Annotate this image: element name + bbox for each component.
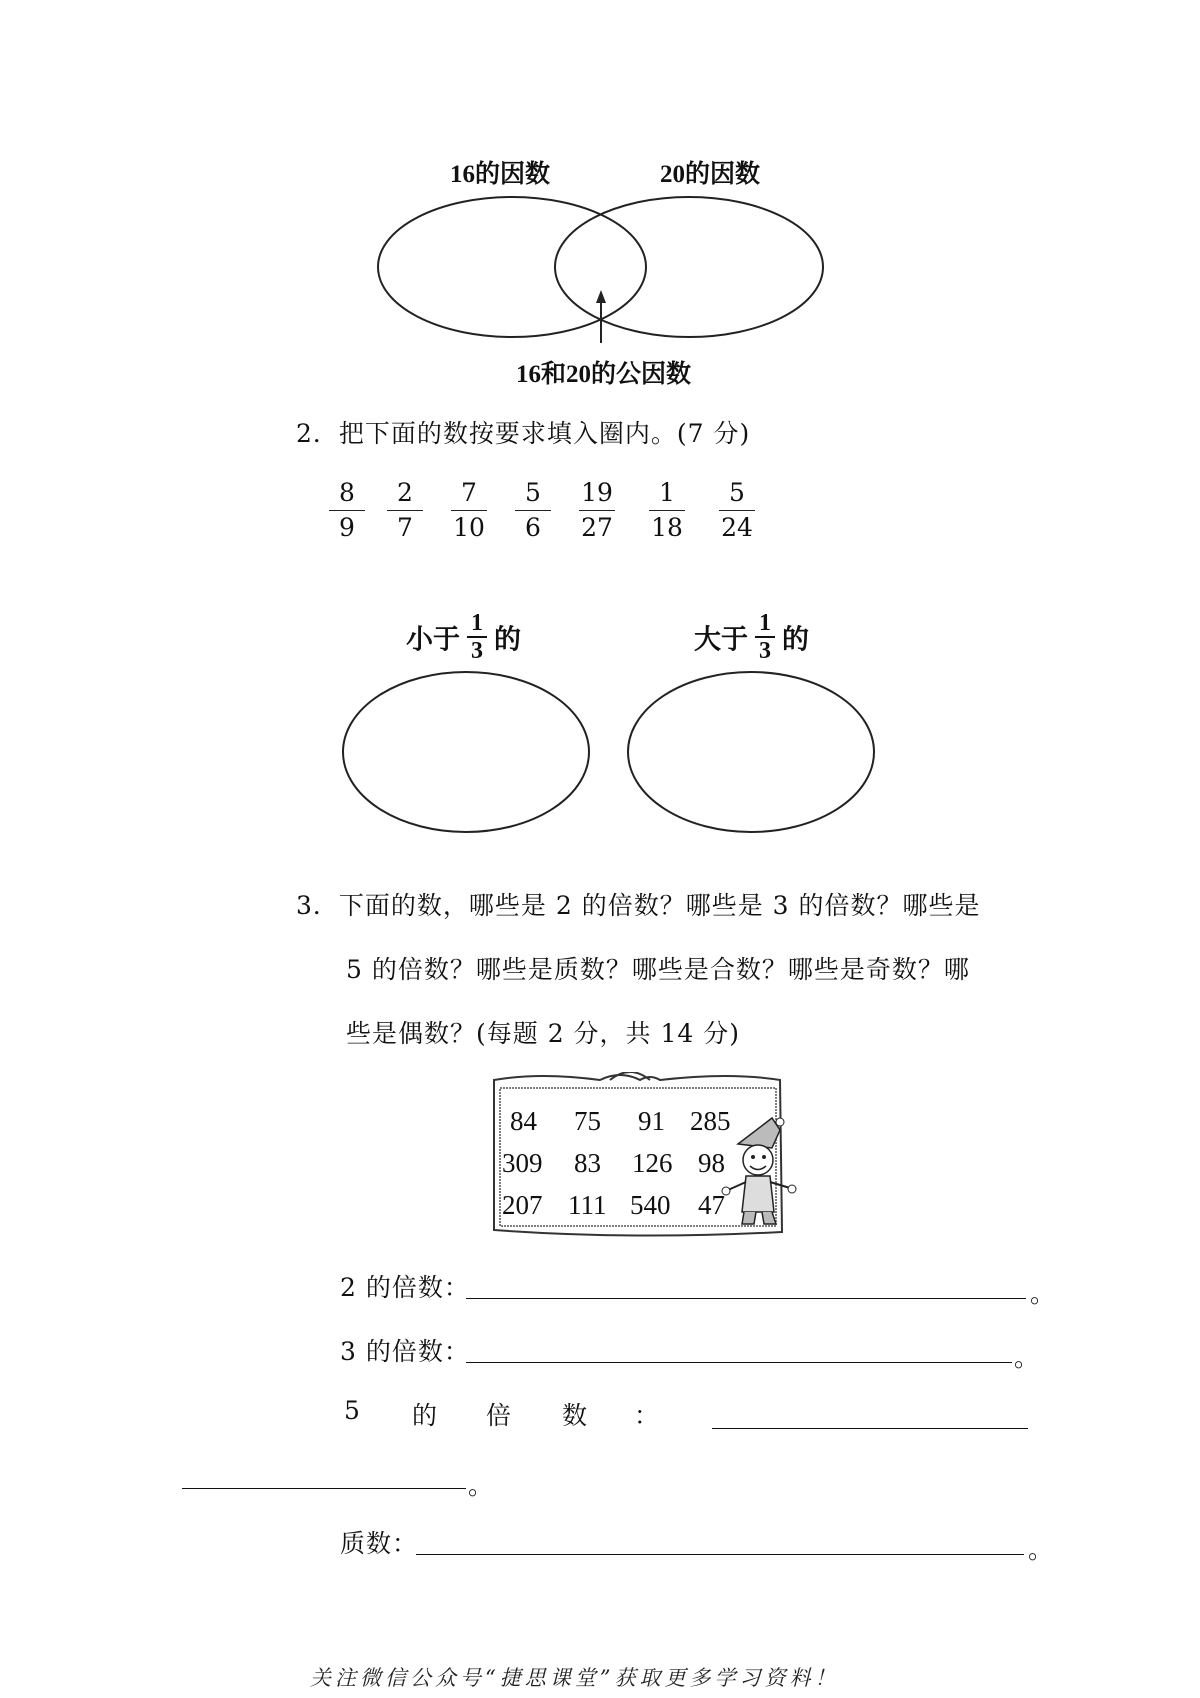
denominator: 27 <box>581 513 613 542</box>
denominator: 7 <box>397 513 413 542</box>
question-3-line-1: 3．下面的数，哪些是 2 的倍数？哪些是 3 的倍数？哪些是 <box>296 891 981 920</box>
denominator: 9 <box>339 513 355 542</box>
period: 。 <box>468 1471 495 1500</box>
numerator: 5 <box>729 478 745 507</box>
prime-answer-line[interactable] <box>416 1554 1024 1555</box>
denominator: 6 <box>525 513 541 542</box>
less-than-label <box>406 610 521 664</box>
numerator: 1 <box>659 478 675 507</box>
venn-arrow-head <box>596 290 606 303</box>
multiples-of-5-char: ： <box>634 1401 661 1430</box>
board-number: 126 <box>632 1148 673 1178</box>
denominator: 24 <box>721 513 753 542</box>
board-number: 91 <box>638 1106 665 1136</box>
footer-note: 关注微信公众号“捷思课堂”获取更多学习资料！ <box>310 1666 840 1690</box>
board-number: 207 <box>502 1190 543 1220</box>
denominator: 18 <box>651 513 683 542</box>
venn-right-ellipse <box>555 197 823 337</box>
board-number: 75 <box>574 1106 601 1136</box>
multiples-of-5-answer-line[interactable] <box>712 1428 1028 1429</box>
numerator: 2 <box>397 478 413 507</box>
numerator: 7 <box>461 478 477 507</box>
fraction <box>322 476 372 545</box>
multiples-of-5-char: 5 <box>344 1396 361 1425</box>
prime-label: 质数： <box>340 1529 419 1558</box>
denominator: 3 <box>759 638 771 664</box>
answer-circles <box>0 660 1200 840</box>
board-number: 309 <box>502 1148 543 1178</box>
period: 。 <box>1030 1279 1057 1308</box>
board-number: 285 <box>690 1106 731 1136</box>
numerator: 8 <box>339 478 355 507</box>
venn-bottom-label: 16和20的公因数 <box>516 361 692 388</box>
numerator: 19 <box>581 478 613 507</box>
denominator: 3 <box>471 638 483 664</box>
fraction <box>444 476 494 545</box>
period: 。 <box>1028 1535 1055 1564</box>
numerator: 1 <box>759 610 771 636</box>
fraction <box>642 476 692 545</box>
less-than-circle[interactable] <box>343 672 589 832</box>
venn-right-label: 20的因数 <box>660 161 761 188</box>
multiples-of-2-answer-line[interactable] <box>466 1298 1026 1299</box>
question-3-line-2: 5 的倍数？哪些是质数？哪些是合数？哪些是奇数？哪 <box>346 955 970 984</box>
numerator: 1 <box>471 610 483 636</box>
denominator: 10 <box>453 513 485 542</box>
multiples-of-2-label: 2 的倍数： <box>340 1273 470 1302</box>
label-suffix: 的 <box>782 624 809 655</box>
greater-than-label <box>694 610 809 664</box>
label-fraction <box>752 610 778 664</box>
venn-left-label: 16的因数 <box>450 161 551 188</box>
board-number: 83 <box>574 1148 601 1178</box>
board-number: 111 <box>568 1190 607 1220</box>
board-number: 98 <box>698 1148 725 1178</box>
label-fraction <box>464 610 490 664</box>
label-prefix: 小于 <box>406 624 460 655</box>
question-3-line-3: 些是偶数？(每题 2 分，共 14 分) <box>346 1019 741 1048</box>
label-prefix: 大于 <box>694 624 748 655</box>
fraction <box>572 476 622 545</box>
question-2-text: 2．把下面的数按要求填入圈内。(7 分) <box>296 419 751 448</box>
fraction <box>712 476 762 545</box>
board-number: 47 <box>698 1190 725 1220</box>
multiples-of-5-char: 倍 <box>486 1401 513 1430</box>
multiples-of-5-char: 的 <box>412 1401 439 1430</box>
board-number: 540 <box>630 1190 671 1220</box>
fraction <box>508 476 558 545</box>
multiples-of-3-answer-line[interactable] <box>466 1362 1012 1363</box>
greater-than-circle[interactable] <box>628 672 874 832</box>
multiples-of-5-answer-line-cont[interactable] <box>182 1488 466 1489</box>
multiples-of-5-char: 数 <box>562 1401 589 1430</box>
multiples-of-3-label: 3 的倍数： <box>340 1337 470 1366</box>
venn-left-ellipse <box>378 197 646 337</box>
period: 。 <box>1014 1343 1041 1372</box>
fraction <box>380 476 430 545</box>
numerator: 5 <box>525 478 541 507</box>
label-suffix: 的 <box>494 624 521 655</box>
board-number: 84 <box>510 1106 537 1136</box>
venn-diagram <box>0 0 1200 400</box>
